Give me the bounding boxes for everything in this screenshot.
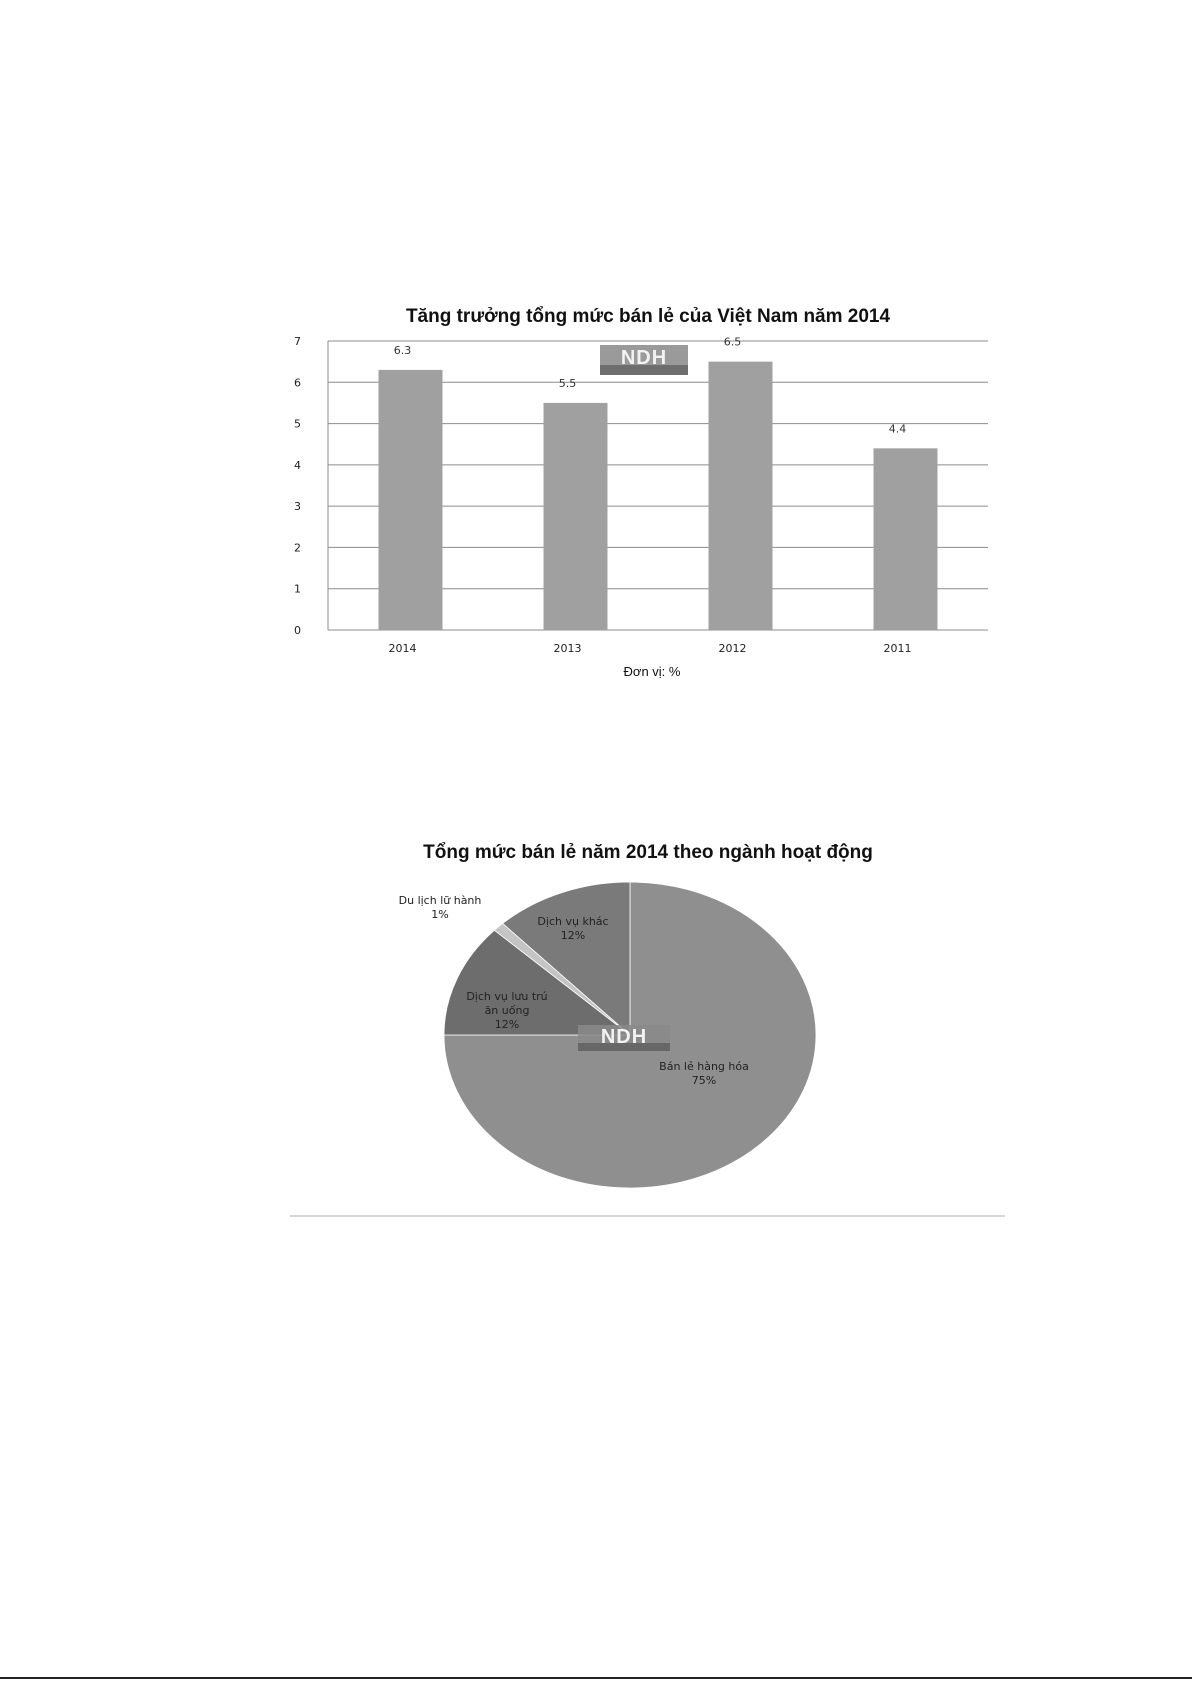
bar-2014 bbox=[379, 370, 443, 630]
y-tick-label: 4 bbox=[294, 458, 301, 472]
pie-slice-label-line: ăn uống bbox=[484, 1004, 530, 1017]
pie-chart bbox=[399, 842, 873, 1188]
watermark-logo-text: NDH bbox=[620, 347, 668, 369]
data-label-2011: 4.4 bbox=[888, 422, 907, 436]
data-label-2014: 6.3 bbox=[393, 343, 412, 357]
bar-chart-bars bbox=[379, 362, 938, 630]
data-label-2012: 6.5 bbox=[723, 335, 742, 349]
x-tick-label-2014: 2014 bbox=[388, 642, 417, 655]
pie-slice-label-line: 12% bbox=[494, 1018, 520, 1031]
pie-slice-label-line: Dịch vụ lưu trú bbox=[466, 990, 548, 1003]
pie-slice-label-line: Du lịch lữ hành bbox=[398, 894, 482, 907]
bar-chart-x-axis bbox=[389, 642, 912, 655]
y-tick-label: 7 bbox=[294, 335, 301, 348]
watermark-logo bbox=[600, 345, 688, 375]
bar-2012 bbox=[709, 362, 773, 630]
bar-chart-title: Tăng trưởng tổng mức bán lẻ của Việt Nam năm 2014 bbox=[405, 306, 891, 327]
bar-chart-x-axis-caption: Đơn vị: % bbox=[623, 664, 681, 679]
x-tick-label-2011: 2011 bbox=[883, 642, 912, 655]
pie-slice-label-3 bbox=[399, 894, 482, 921]
pie-slice-label-line: Bán lẻ hàng hóa bbox=[659, 1060, 749, 1073]
data-label-2013: 5.5 bbox=[558, 376, 577, 390]
pie-slice-label-line: Dịch vụ khác bbox=[537, 915, 609, 928]
y-tick-label: 3 bbox=[294, 500, 301, 514]
bar-chart-y-axis bbox=[294, 335, 328, 637]
y-tick-label: 1 bbox=[294, 582, 301, 596]
pie-slice-label-line: 12% bbox=[560, 929, 586, 942]
pie-slice-label-line: 1% bbox=[431, 908, 449, 921]
y-tick-label: 0 bbox=[294, 624, 301, 637]
bar-chart bbox=[294, 306, 988, 679]
pie-chart-title: Tổng mức bán lẻ năm 2014 theo ngành hoạt động bbox=[423, 842, 873, 863]
watermark-logo-pie-text: NDH bbox=[600, 1026, 648, 1048]
y-tick-label: 5 bbox=[294, 417, 301, 431]
x-tick-label-2012: 2012 bbox=[718, 642, 747, 655]
watermark-logo-pie bbox=[578, 1025, 670, 1051]
bar-2011 bbox=[874, 448, 938, 630]
pie-slice-label-line: 75% bbox=[691, 1074, 717, 1087]
x-tick-label-2013: 2013 bbox=[553, 642, 582, 655]
y-tick-label: 2 bbox=[294, 541, 301, 555]
bar-2013 bbox=[544, 403, 608, 630]
y-tick-label: 6 bbox=[294, 376, 301, 390]
